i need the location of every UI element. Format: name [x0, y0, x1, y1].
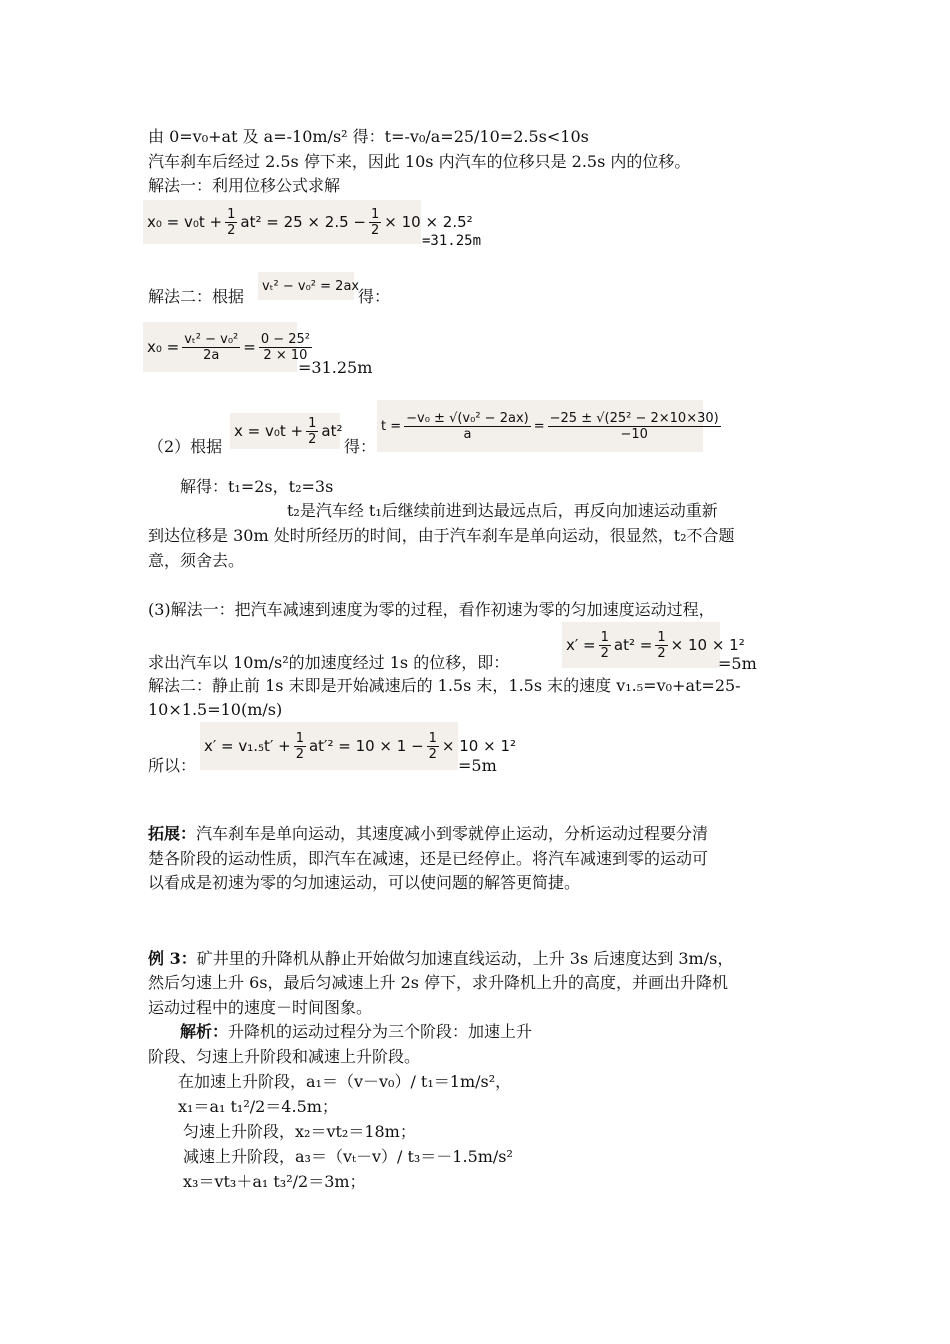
fraction [182, 332, 240, 363]
result-4: =5m [458, 756, 497, 775]
formula-part: × 10 × 2.5² [384, 213, 473, 231]
frac-num: 0 − 25² [260, 331, 311, 347]
solution-label: 解析： [180, 1022, 229, 1041]
frac-num: 1 [227, 206, 236, 222]
fraction [548, 411, 721, 442]
example-line-1 [148, 948, 733, 970]
example-line-3: 运动过程中的速度－时间图象。 [148, 998, 373, 1017]
example-line-2: 然后匀速上升 6s，最后匀减速上升 2s 停下，求升降机上升的高度，并画出升降机 [148, 973, 729, 992]
text-line-7: 解得：t₁=2s，t₂=3s [180, 477, 334, 496]
extension-line-3: 以看成是初速为零的匀加速运动，可以使问题的解答更简捷。 [148, 873, 581, 892]
frac-den: 2 [657, 645, 666, 661]
extension-line-1 [148, 823, 708, 845]
frac-den: −10 [620, 426, 648, 442]
solution-line-5: 匀速上升阶段，x₂＝vt₂＝18m； [183, 1122, 416, 1141]
frac-den: 2 [308, 431, 317, 447]
fraction [404, 411, 531, 442]
text-line-14: 10×1.5=10(m/s) [148, 700, 283, 719]
frac-num: vₜ² − v₀² [184, 331, 239, 347]
formula-part: at² [321, 422, 343, 440]
frac-den: a [463, 426, 472, 442]
text-line-10: 意，须舍去。 [148, 551, 245, 570]
solution-line-3: 在加速上升阶段，a₁＝（v－v₀）/ t₁＝1m/s²， [178, 1072, 512, 1091]
text-line-11: (3)解法一：把汽车减速到速度为零的过程，看作初速为零的匀加速度运动过程， [148, 600, 715, 619]
result-3: =5m [718, 654, 757, 673]
formula-part: = [243, 338, 256, 356]
solution-line-1 [180, 1021, 532, 1043]
extension-text: 汽车刹车是单向运动，其速度减小到零就停止运动，分析运动过程要分清 [196, 824, 709, 843]
solution-line-7: x₃＝vt₃＋a₁ t₃²/2＝3m； [183, 1172, 366, 1191]
frac-den: 2 [428, 746, 437, 762]
frac-num: 1 [370, 206, 380, 222]
formula-part: t = [381, 418, 402, 434]
frac-den: 2 [227, 222, 236, 238]
frac-num: 1 [657, 629, 666, 645]
text-line-3: 解法一：利用位移公式求解 [148, 176, 341, 195]
formula-part: x′ = [566, 636, 596, 654]
formula-displacement-2 [143, 322, 311, 372]
frac-num: 1 [295, 730, 304, 746]
formula-part: x₀ = v₀t + [147, 213, 223, 231]
text-line-6: （2）根据 [148, 437, 223, 456]
fraction-half [225, 207, 237, 238]
text-line-4-suffix: 得： [358, 287, 391, 306]
formula-time-solution [377, 400, 719, 452]
fraction-half [599, 630, 611, 661]
text-line-9: 到达位移是 30m 处时所经历的时间，由于汽车刹车是单向运动，很显然，t₂不合题 [148, 526, 735, 545]
formula-part: x₀ = [147, 338, 180, 356]
frac-den: 2a [203, 347, 220, 363]
fraction-half [427, 731, 439, 762]
example-label: 例 3： [148, 949, 197, 968]
frac-den: 2 [295, 746, 304, 762]
extension-line-2: 楚各阶段的运动性质，即汽车在减速，还是已经停止。将汽车减速到零的运动可 [148, 849, 709, 868]
formula-part: x′ = v₁.₅t′ + [204, 737, 291, 755]
fraction-half [306, 416, 318, 447]
fraction-half [655, 630, 667, 661]
text-line-15: 所以： [148, 756, 197, 775]
extension-label: 拓展： [148, 824, 197, 843]
text-line-8: t₂是汽车经 t₁后继续前进到达最远点后，再反向加速运动重新 [287, 501, 718, 520]
result-2: =31.25m [298, 358, 373, 377]
formula-part: at² = [613, 636, 653, 654]
formula-part: at² = 25 × 2.5 − [240, 213, 366, 231]
frac-den: 2 [370, 222, 380, 238]
formula-part: = [533, 418, 545, 434]
formula-part: x = v₀t + [234, 422, 304, 440]
result-1: =31.25m [422, 233, 482, 249]
formula-part: at′² = 10 × 1 − [308, 737, 424, 755]
frac-num: 1 [428, 730, 437, 746]
solution-line-6: 减速上升阶段，a₃＝（vₜ－v）/ t₃＝－1.5m/s² [183, 1147, 513, 1166]
frac-den: 2 × 10 [263, 347, 308, 363]
formula-displacement-eq [230, 413, 343, 449]
text-line-12: 求出汽车以 10m/s²的加速度经过 1s 的位移，即： [148, 653, 510, 672]
text-line-13: 解法二：静止前 1s 末即是开始减速后的 1.5s 末，1.5s 末的速度 v₁.₅=v₀+at=25- [148, 676, 741, 695]
fraction-half [369, 207, 381, 238]
text-line-4: 解法二：根据 [148, 287, 245, 306]
text-line-1: 由 0=v₀+at 及 a=-10m/s² 得：t=-v₀/a=25/10=2.5s<10s [148, 127, 589, 146]
fraction-half [294, 731, 306, 762]
formula-part: × 10 × 1² [441, 737, 517, 755]
frac-num: 1 [600, 629, 609, 645]
solution-line-2: 阶段、匀速上升阶段和减速上升阶段。 [148, 1047, 421, 1066]
solution-text: 升降机的运动过程分为三个阶段：加速上升 [228, 1022, 533, 1041]
frac-num: 1 [308, 415, 317, 431]
frac-den: 2 [600, 645, 609, 661]
text-line-6-mid: 得： [344, 437, 377, 456]
formula-velocity-displacement: vₜ² − v₀² = 2ax [258, 272, 354, 300]
text-line-2: 汽车刹车后经过 2.5s 停下来，因此 10s 内汽车的位移只是 2.5s 内的位移。 [148, 152, 691, 171]
example-text: 矿井里的升降机从静止开始做匀加速直线运动，上升 3s 后速度达到 3m/s， [196, 949, 734, 968]
frac-num: −v₀ ± √(v₀² − 2ax) [406, 410, 529, 426]
solution-line-4: x₁＝a₁ t₁²/2＝4.5m； [178, 1097, 338, 1116]
frac-num: −25 ± √(25² − 2×10×30) [549, 410, 719, 426]
formula-part: × 10 × 1² [670, 636, 745, 654]
